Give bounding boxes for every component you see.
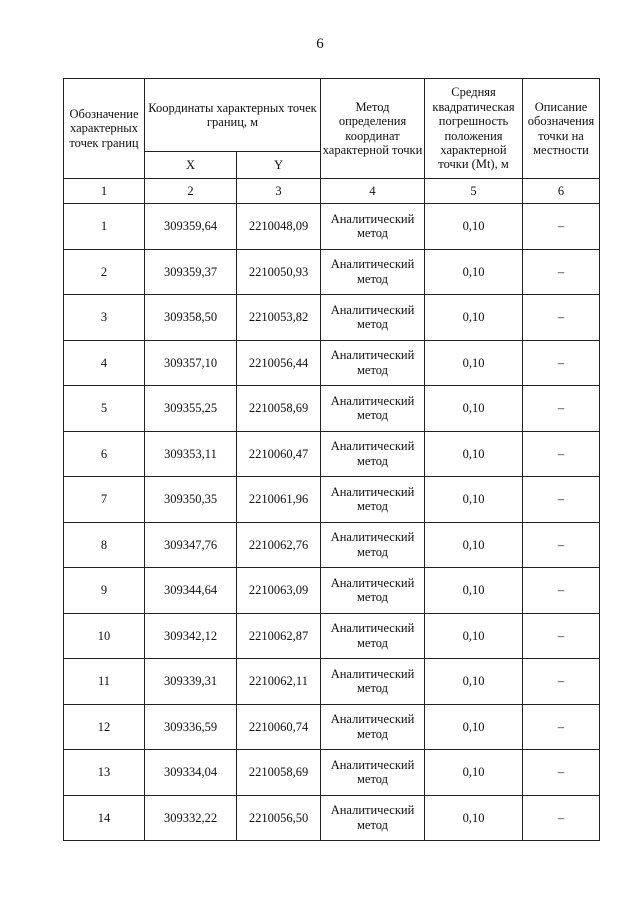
column-number: 4	[321, 179, 425, 204]
accuracy-cell: 0,10	[425, 704, 523, 750]
table-row	[64, 613, 600, 659]
y-coordinate-cell: 2210056,50	[237, 795, 321, 841]
coordinates-table	[63, 78, 600, 841]
accuracy-cell: 0,10	[425, 659, 523, 705]
description-cell: –	[523, 659, 600, 705]
accuracy-cell: 0,10	[425, 795, 523, 841]
method-cell: Аналитический метод	[321, 477, 425, 523]
description-cell: –	[523, 750, 600, 796]
x-coordinate-cell: 309353,11	[145, 431, 237, 477]
x-coordinate-cell: 309359,37	[145, 249, 237, 295]
x-coordinate-cell: 309332,22	[145, 795, 237, 841]
header-description: Описание обозначения точки на местности	[523, 79, 600, 179]
table-row	[64, 477, 600, 523]
accuracy-cell: 0,10	[425, 204, 523, 250]
point-id-cell: 14	[64, 795, 145, 841]
point-id-cell: 12	[64, 704, 145, 750]
column-number: 3	[237, 179, 321, 204]
description-cell: –	[523, 522, 600, 568]
method-cell: Аналитический метод	[321, 249, 425, 295]
table-row	[64, 340, 600, 386]
x-coordinate-cell: 309334,04	[145, 750, 237, 796]
point-id-cell: 8	[64, 522, 145, 568]
y-coordinate-cell: 2210050,93	[237, 249, 321, 295]
page-number: 6	[316, 36, 324, 52]
x-coordinate-cell: 309342,12	[145, 613, 237, 659]
accuracy-cell: 0,10	[425, 386, 523, 432]
x-coordinate-cell: 309339,31	[145, 659, 237, 705]
method-cell: Аналитический метод	[321, 522, 425, 568]
header-accuracy: Средняя квадратическая погрешность положения характерной точки (Mt), м	[425, 79, 523, 179]
description-cell: –	[523, 568, 600, 614]
header-y: Y	[237, 152, 321, 179]
method-cell: Аналитический метод	[321, 431, 425, 477]
description-cell: –	[523, 295, 600, 341]
point-id-cell: 4	[64, 340, 145, 386]
description-cell: –	[523, 704, 600, 750]
y-coordinate-cell: 2210060,47	[237, 431, 321, 477]
y-coordinate-cell: 2210062,11	[237, 659, 321, 705]
method-cell: Аналитический метод	[321, 795, 425, 841]
table-row	[64, 249, 600, 295]
method-cell: Аналитический метод	[321, 295, 425, 341]
header-point-id: Обозначение характерных точек границ	[64, 79, 145, 179]
accuracy-cell: 0,10	[425, 431, 523, 477]
method-cell: Аналитический метод	[321, 613, 425, 659]
header-method: Метод определения координат характерной точки	[321, 79, 425, 179]
description-cell: –	[523, 249, 600, 295]
method-cell: Аналитический метод	[321, 659, 425, 705]
accuracy-cell: 0,10	[425, 249, 523, 295]
y-coordinate-cell: 2210058,69	[237, 750, 321, 796]
y-coordinate-cell: 2210062,76	[237, 522, 321, 568]
description-cell: –	[523, 340, 600, 386]
y-coordinate-cell: 2210061,96	[237, 477, 321, 523]
x-coordinate-cell: 309350,35	[145, 477, 237, 523]
method-cell: Аналитический метод	[321, 340, 425, 386]
method-cell: Аналитический метод	[321, 204, 425, 250]
y-coordinate-cell: 2210062,87	[237, 613, 321, 659]
column-number: 1	[64, 179, 145, 204]
point-id-cell: 5	[64, 386, 145, 432]
point-id-cell: 10	[64, 613, 145, 659]
description-cell: –	[523, 386, 600, 432]
header-coordinates: Координаты характерных точек границ, м	[145, 79, 321, 152]
description-cell: –	[523, 613, 600, 659]
column-number: 2	[145, 179, 237, 204]
description-cell: –	[523, 795, 600, 841]
method-cell: Аналитический метод	[321, 750, 425, 796]
table-row	[64, 795, 600, 841]
table-row	[64, 431, 600, 477]
accuracy-cell: 0,10	[425, 522, 523, 568]
y-coordinate-cell: 2210063,09	[237, 568, 321, 614]
method-cell: Аналитический метод	[321, 704, 425, 750]
table-row	[64, 704, 600, 750]
method-cell: Аналитический метод	[321, 386, 425, 432]
point-id-cell: 11	[64, 659, 145, 705]
accuracy-cell: 0,10	[425, 613, 523, 659]
column-number: 5	[425, 179, 523, 204]
method-cell: Аналитический метод	[321, 568, 425, 614]
description-cell: –	[523, 477, 600, 523]
x-coordinate-cell: 309355,25	[145, 386, 237, 432]
accuracy-cell: 0,10	[425, 340, 523, 386]
accuracy-cell: 0,10	[425, 568, 523, 614]
table-row	[64, 568, 600, 614]
point-id-cell: 2	[64, 249, 145, 295]
y-coordinate-cell: 2210053,82	[237, 295, 321, 341]
table-row	[64, 386, 600, 432]
point-id-cell: 1	[64, 204, 145, 250]
y-coordinate-cell: 2210056,44	[237, 340, 321, 386]
x-coordinate-cell: 309358,50	[145, 295, 237, 341]
table-row	[64, 750, 600, 796]
header-x: X	[145, 152, 237, 179]
accuracy-cell: 0,10	[425, 295, 523, 341]
x-coordinate-cell: 309344,64	[145, 568, 237, 614]
point-id-cell: 13	[64, 750, 145, 796]
point-id-cell: 9	[64, 568, 145, 614]
table-row	[64, 204, 600, 250]
accuracy-cell: 0,10	[425, 477, 523, 523]
table-row	[64, 522, 600, 568]
x-coordinate-cell: 309357,10	[145, 340, 237, 386]
table-row	[64, 295, 600, 341]
column-number: 6	[523, 179, 600, 204]
y-coordinate-cell: 2210048,09	[237, 204, 321, 250]
point-id-cell: 6	[64, 431, 145, 477]
x-coordinate-cell: 309336,59	[145, 704, 237, 750]
accuracy-cell: 0,10	[425, 750, 523, 796]
point-id-cell: 3	[64, 295, 145, 341]
point-id-cell: 7	[64, 477, 145, 523]
y-coordinate-cell: 2210060,74	[237, 704, 321, 750]
y-coordinate-cell: 2210058,69	[237, 386, 321, 432]
x-coordinate-cell: 309359,64	[145, 204, 237, 250]
description-cell: –	[523, 204, 600, 250]
x-coordinate-cell: 309347,76	[145, 522, 237, 568]
table-row	[64, 659, 600, 705]
description-cell: –	[523, 431, 600, 477]
